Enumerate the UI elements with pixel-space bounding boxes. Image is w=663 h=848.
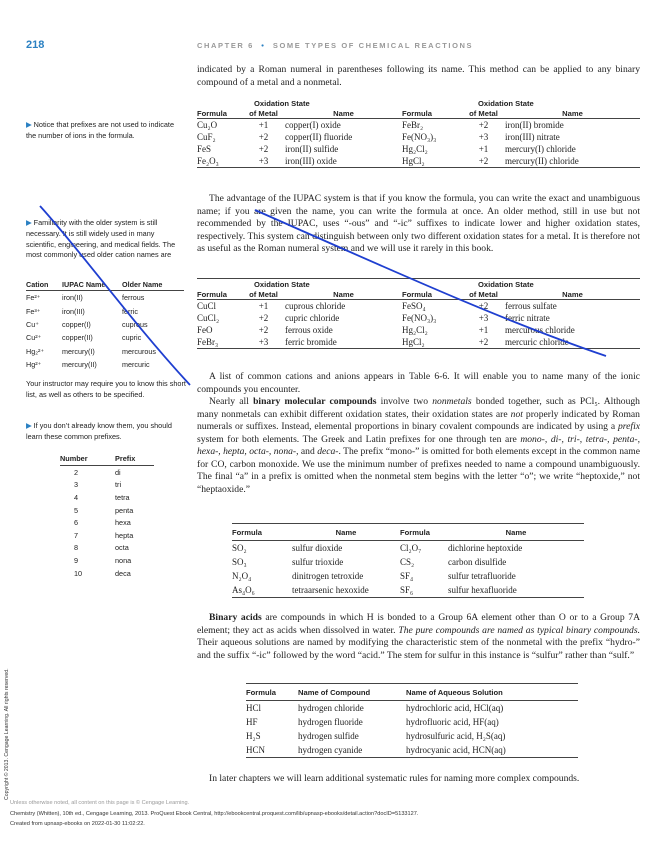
table-row: CuF₂ +2 copper(II) fluoride Fe(NO₃)₃ +3 iron(III) nitrate xyxy=(197,132,560,142)
table-row: 2 di xyxy=(74,467,121,477)
table1-col-metal-2: of Metal xyxy=(462,108,505,119)
footer-citation: Chemistry (Whitten), 10th ed., Cengage Learning, 2013. ProQuest Ebook Central, http://ebookcentral.proquest.com/lib/upnasp-ebooks/detail.action?docID=5133127. xyxy=(10,811,419,817)
list-paragraph: A list of common cations and anions appears in Table 6-6. It will enable you to name many of the ionic compounds you encounter. xyxy=(197,371,640,395)
table-row: SO₃ sulfur trioxide CS₂ carbon disulfide xyxy=(232,557,507,567)
table-row: HCl hydrogen chloride hydrochloric acid, HCl(aq) xyxy=(246,703,504,713)
table-row: Fe³⁺ iron(III) ferric xyxy=(26,306,138,316)
table-row: HCN hydrogen cyanide hydrocyanic acid, HCN(aq) xyxy=(246,743,578,758)
table-row: CuCl +1 cuprous chloride FeSO₄ +2 ferrous sulfate xyxy=(197,301,557,311)
table-row: Cu⁺ copper(I) cuprous xyxy=(26,319,148,329)
header-bullet: • xyxy=(261,41,266,50)
table-row: FeBr₃ +3 ferric bromide HgCl₂ +2 mercuric chloride xyxy=(197,336,640,349)
pen-stroke-right xyxy=(255,210,606,356)
table2-group-header-right: Oxidation State xyxy=(462,279,640,290)
table-row: Fe₂O₃ +3 iron(III) oxide HgCl₂ +2 mercury(II) chloride xyxy=(197,155,640,168)
table3-col-formula-2: Formula xyxy=(400,524,448,541)
table-row: FeO +2 ferrous oxide Hg₂Cl₂ +1 mercurous chloride xyxy=(197,325,575,335)
table3-col-formula: Formula xyxy=(232,524,292,541)
cation-table: Cation IUPAC Name Older Name Fe²⁺ iron(II) ferrous Fe³⁺ iron(III) ferric Cu⁺ copper(I) cuprous Cu²⁺ copper(II) cupric Hg₂²⁺ mercury(I) mercurous Hg²⁺ mercury(II) mercuric xyxy=(26,278,184,371)
sidebar-note-learn-prefixes: ▶ If you don’t already know them, you should learn these common prefixes. xyxy=(26,421,172,441)
table-row: Cu²⁺ copper(II) cupric xyxy=(26,333,142,343)
table4-col-aqueous: Name of Aqueous Solution xyxy=(406,684,578,701)
footer-note: Unless otherwise noted, all content on this page is © Cengage Learning. xyxy=(10,800,190,806)
molecular-paragraph: Nearly all binary molecular compounds involve two nonmetals bonded together, such as PCl₅. Although many nonmetals can exhibit different oxidation states, their oxidation states are not properly indicated by Roman numerals or suffixes. Instead, elemental proportions in binary covalent compounds are indicated by using a prefix system for both elements. The Greek and Latin prefixes for one through ten are mono-, di-, tri-, tetra-, penta-, hexa-, hepta, octa-, nona-, and deca-. The prefix “mono-” is omitted for both elements except in the common name for CO, carbon monoxide. We use the minimum number of prefixes needed to name a compound unambiguously. The final “a” in a prefix is omitted when the nonmetal stem begins with the letter “o”; we write “heptoxide,” not “heptaoxide.” xyxy=(197,396,640,495)
table1-col-formula-2: Formula xyxy=(402,108,462,119)
table2-col-name-2: Name xyxy=(505,289,640,300)
sidebar-note-instructor: Your instructor may require you to know this short list, as well as others to be specified. xyxy=(26,379,186,399)
vertical-copyright: Copyright © 2013. Cengage Learning. All rights reserved. xyxy=(4,668,10,800)
table-row: HF hydrogen fluoride hydrofluoric acid, HF(aq) xyxy=(246,717,499,727)
table-row: 8 octa xyxy=(74,543,129,553)
table-row: Fe²⁺ iron(II) ferrous xyxy=(26,293,145,303)
table2-col-metal-2: of Metal xyxy=(462,289,505,300)
sidebar-note-older-system: ▶ Familiarity with the older system is still necessary. It is still widely used in many scientific, engineering, and medical fields. The most commonly used older cation names are xyxy=(26,218,176,260)
table4-col-compound: Name of Compound xyxy=(298,684,406,701)
later-paragraph: In later chapters we will learn additional systematic rules for naming more complex compounds. xyxy=(209,773,580,784)
table1-col-metal: of Metal xyxy=(242,108,285,119)
table-row: Hg₂²⁺ mercury(I) mercurous xyxy=(26,346,156,356)
table2-col-formula: Formula xyxy=(197,289,242,300)
table-row: As₄O₆ tetraarsenic hexoxide SF₆ sulfur hexafluoride xyxy=(232,583,584,598)
chapter-label: CHAPTER 6 xyxy=(197,41,254,50)
sidebar-note-prefixes: ▶ Notice that prefixes are not used to indicate the number of ions in the formula. xyxy=(26,120,175,140)
table1-col-formula: Formula xyxy=(197,108,242,119)
table-row: 9 nona xyxy=(74,555,132,565)
table4-col-formula: Formula xyxy=(246,684,298,701)
table-row: 4 tetra xyxy=(74,492,130,502)
chapter-title: SOME TYPES OF CHEMICAL REACTIONS xyxy=(272,41,474,50)
table3-col-name: Name xyxy=(292,524,400,541)
page-number: 218 xyxy=(26,39,45,51)
table-row: 7 hepta xyxy=(74,530,134,540)
table-row: 10 deca xyxy=(74,568,131,578)
table-row: 3 tri xyxy=(74,480,122,490)
table-row: Cu₂O +1 copper(I) oxide FeBr₂ +2 iron(II) bromide xyxy=(197,120,564,130)
table2-col-metal: of Metal xyxy=(242,289,285,300)
pen-stroke-left xyxy=(40,206,190,385)
table-row: SO₂ sulfur dioxide Cl₂O₇ dichlorine heptoxide xyxy=(232,543,523,553)
intro-paragraph: indicated by a Roman numeral in parentheses following its name. This method can be applied to any binary compound of a metal and a nonmetal. xyxy=(197,64,640,88)
table2-group-header-left: Oxidation State xyxy=(242,279,402,290)
table2-col-formula-2: Formula xyxy=(402,289,462,300)
table1-group-header-left: Oxidation State xyxy=(254,98,310,108)
table-row: FeS +2 iron(II) sulfide Hg₂Cl₂ +1 mercury(I) chloride xyxy=(197,144,576,154)
table-row: Hg²⁺ mercury(II) mercuric xyxy=(26,360,150,370)
table1-col-name: Name xyxy=(285,108,402,119)
prefix-table: Number Prefix 2 di 3 tri 4 tetra 5 penta 6 hexa 7 hepta 8 octa 9 nona 10 deca xyxy=(60,452,154,579)
triangle-icon: ▶ xyxy=(26,120,32,129)
advantage-paragraph: The advantage of the IUPAC system is that if you know the formula, you can write the exact and unambiguous name; if you are given the name, you can write the formula at once. An older method, still in use but not recommended by the IUPAC, uses “-ous” and “-ic” suffixes to indicate lower and higher oxidation states, respectively. This system can distinguish between only two different oxidation states for a metal. It is therefore not as useful as the Roman numeral system and we will use it rarely in this book. xyxy=(197,193,640,254)
table1-group-header-right: Oxidation State xyxy=(478,98,534,108)
table-row: 5 penta xyxy=(74,505,134,515)
table-row: H₂S hydrogen sulfide hydrosulfuric acid, H₂S(aq) xyxy=(246,731,506,741)
table-row: CuCl₂ +2 cupric chloride Fe(NO₃)₃ +3 ferric nitrate xyxy=(197,313,550,323)
table2-col-name: Name xyxy=(285,289,402,300)
table1-col-name-2: Name xyxy=(505,108,640,119)
triangle-icon: ▶ xyxy=(26,218,32,227)
acids-paragraph: Binary acids are compounds in which H is bonded to a Group 6A element other than O or to a Group 7A element; they act as acids when dissolved in water. The pure compounds are named as typical binary compounds. Their aqueous solutions are named by modifying the characteristic stem of the nonmetal with the prefix “hydro-” and the suffix “-ic” followed by the word “acid.” The stem for sulfur in this instance is “sulfur” rather than “sulf.” xyxy=(197,612,640,661)
table3-col-name-2: Name xyxy=(448,524,584,541)
table-row: 6 hexa xyxy=(74,518,131,528)
table-row: N₂O₄ dinitrogen tetroxide SF₄ sulfur tetrafluoride xyxy=(232,571,516,581)
triangle-icon: ▶ xyxy=(26,421,32,430)
footer-created: Created from upnasp-ebooks on 2022-01-30 11:02:22. xyxy=(10,821,145,827)
